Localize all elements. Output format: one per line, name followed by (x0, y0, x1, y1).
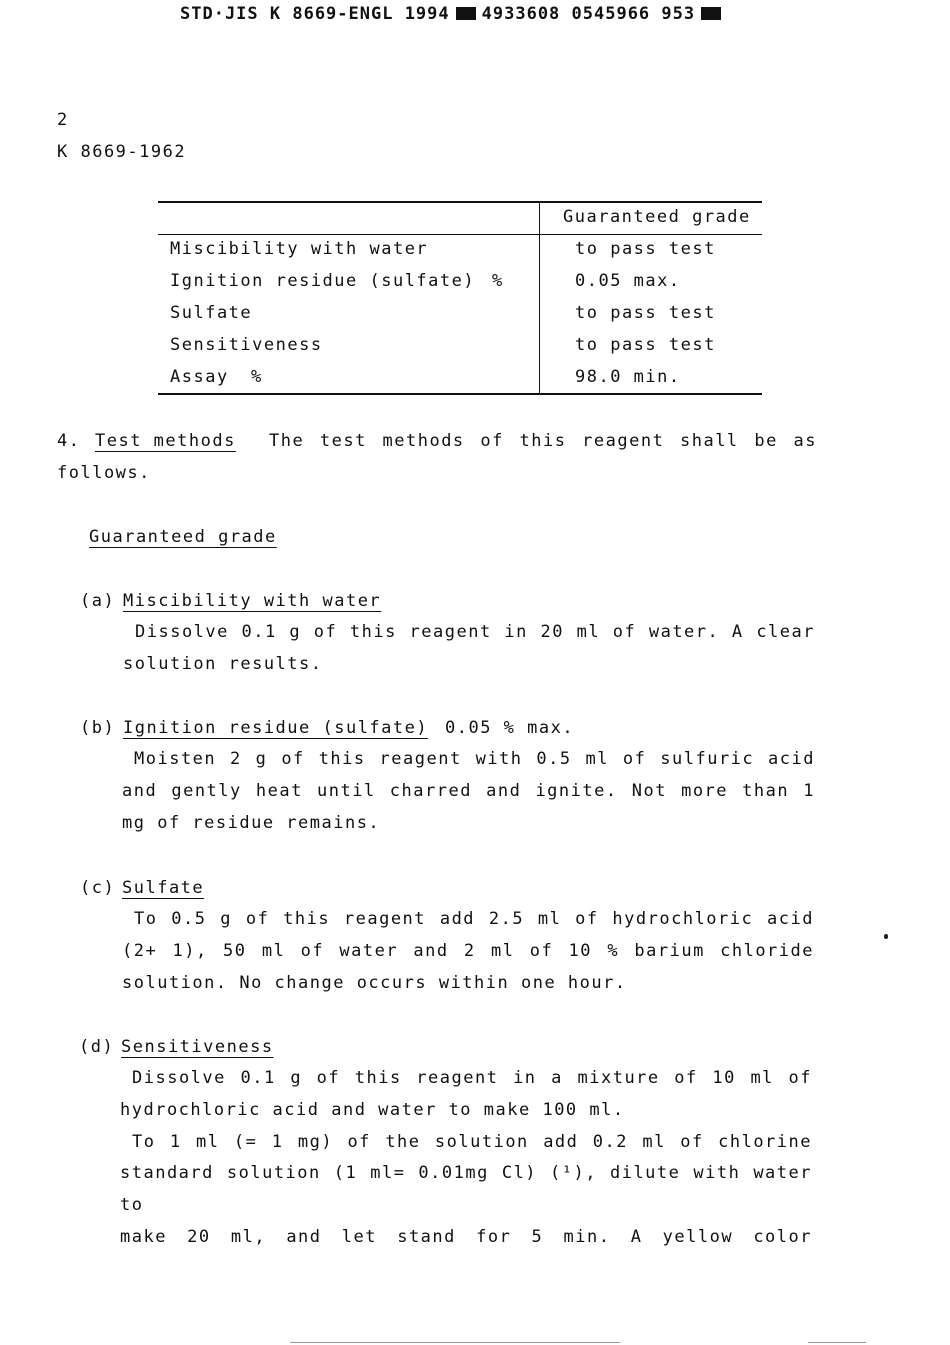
test-title: Sensitiveness (121, 1037, 274, 1057)
body-line: hydrochloric acid and water to make 100 ml. (120, 1099, 625, 1120)
test-b-body (122, 744, 815, 839)
section-intro-line: follows. (57, 463, 151, 483)
scan-artifact-line (290, 1342, 620, 1343)
table-top-rule (158, 201, 762, 203)
body-line: To 0.5 g of this reagent add 2.5 ml of hydrochloric acid (134, 909, 814, 929)
header-middle-text: 4933608 0545966 (481, 4, 651, 24)
body-line: Moisten 2 g of this reagent with 0.5 ml of sulfuric acid (134, 749, 815, 769)
header-left-text: STD·JIS K 8669-ENGL 1994 (180, 4, 450, 24)
table-row-unit: % (251, 367, 263, 387)
table-bottom-rule (158, 393, 762, 395)
body-line: mg of residue remains. (122, 812, 381, 833)
body-line: solution results. (123, 653, 323, 674)
body-line: To 1 ml (= 1 mg) of the solution add 0.2 ml of chlorine (132, 1131, 812, 1152)
table-row-item: Assay (170, 367, 229, 387)
table-row-unit: % (492, 271, 504, 291)
test-label: (b) (80, 718, 116, 738)
grade-heading: Guaranteed grade (89, 527, 277, 547)
document-header (180, 4, 727, 24)
section-intro-line: The test methods of this reagent shall be as (269, 431, 817, 451)
scan-artifact-line (808, 1342, 866, 1343)
table-row-item: Ignition residue (sulfate) (170, 271, 476, 291)
table-row-item: Sulfate (170, 303, 253, 323)
test-c-body (122, 904, 814, 999)
header-block-mark (701, 7, 721, 20)
table-row-value: 98.0 min. (575, 367, 681, 387)
test-a-body (123, 617, 815, 681)
section-title: Test methods (95, 431, 236, 451)
table-header-rule (158, 234, 762, 235)
table-column-divider (539, 201, 540, 395)
body-line: (2+ 1), 50 ml of water and 2 ml of 10 % barium chloride (122, 940, 814, 961)
table-row-value: to pass test (575, 303, 716, 323)
header-block-mark (456, 7, 476, 20)
test-title: Sulfate (122, 878, 205, 898)
test-label: (a) (80, 591, 116, 611)
table-row-value: to pass test (575, 335, 716, 355)
body-line: standard solution (1 ml= 0.01mg Cl) (¹), dilute with water to (120, 1163, 812, 1216)
test-d-body (120, 1063, 812, 1254)
table-row-item: Miscibility with water (170, 239, 429, 259)
header-right-text: 953 (661, 4, 696, 24)
scan-artifact-dot (884, 934, 888, 939)
test-label: (c) (80, 878, 116, 898)
test-title: Ignition residue (sulfate) (123, 718, 429, 738)
body-line: make 20 ml, and let stand for 5 min. A yellow color (120, 1226, 812, 1247)
body-line: and gently heat until charred and ignite. Not more than 1 (122, 780, 815, 801)
body-line: solution. No change occurs within one hour. (122, 972, 627, 993)
body-line: Dissolve 0.1 g of this reagent in a mixture of 10 ml of (132, 1068, 812, 1088)
section-number: 4. (57, 431, 81, 451)
table-column-header: Guaranteed grade (563, 207, 751, 227)
standard-id: K 8669-1962 (57, 142, 187, 162)
table-row-value: to pass test (575, 239, 716, 259)
page-number: 2 (57, 110, 69, 130)
test-title: Miscibility with water (123, 591, 382, 611)
test-limit: 0.05 % max. (445, 718, 575, 738)
table-row-item: Sensitiveness (170, 335, 323, 355)
table-row-value: 0.05 max. (575, 271, 681, 291)
body-line: Dissolve 0.1 g of this reagent in 20 ml of water. A clear (135, 622, 815, 642)
test-label: (d) (79, 1037, 115, 1057)
